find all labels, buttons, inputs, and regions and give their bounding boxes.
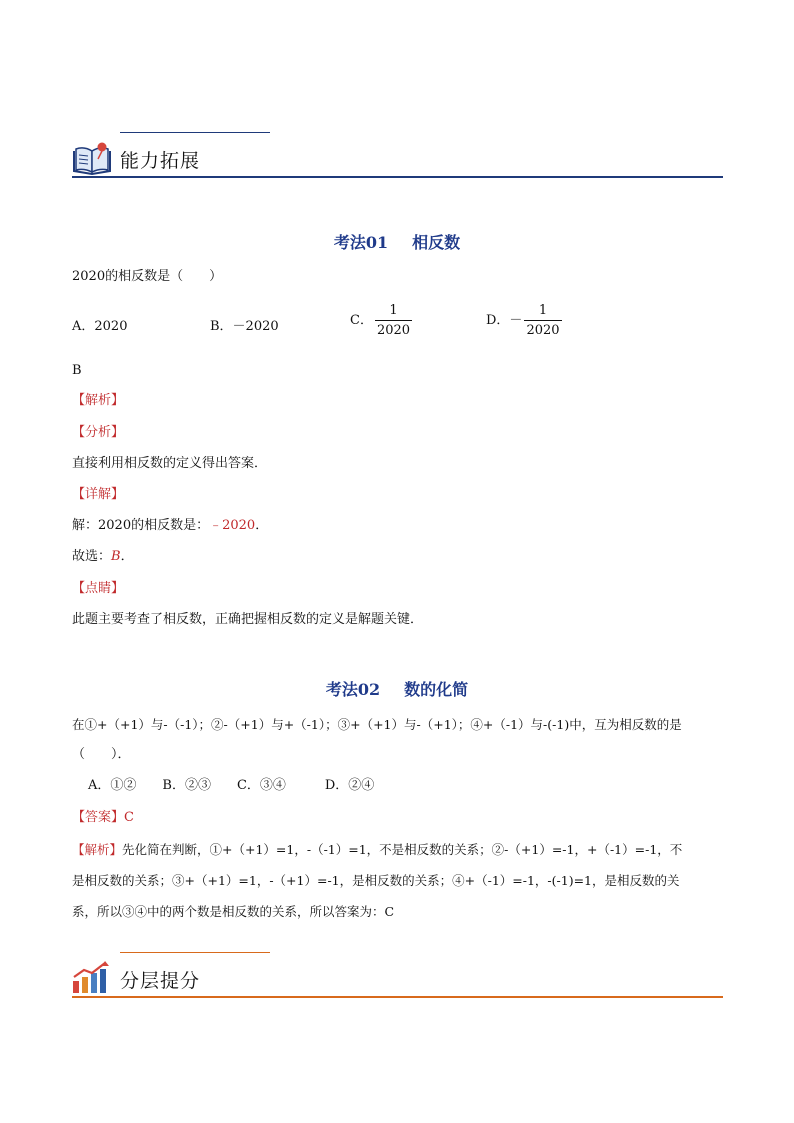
q1-guxuan xyxy=(72,548,134,566)
section-title: 能力拓展 xyxy=(120,150,201,172)
q2-stem-line2: （ ）． xyxy=(72,747,131,762)
kaofa-topic: 数的化简 xyxy=(404,680,469,699)
q1-fenxi-text: 直接利用相反数的定义得出答案． xyxy=(72,456,268,471)
fraction-denominator: 2020 xyxy=(524,320,561,338)
q1-xiangjie-text xyxy=(72,517,268,535)
xiangjie-prefix: 解：2020的相反数是： xyxy=(72,518,210,533)
jiexi-label: 【解析】 xyxy=(72,842,123,857)
xiangjie-value: ﹣2020 xyxy=(209,518,256,533)
q2-jiexi-line1 xyxy=(72,841,682,859)
q2-answer xyxy=(72,809,134,827)
q1-fenxi-label: 【分析】 xyxy=(72,425,125,440)
answer-value: C xyxy=(124,810,134,825)
kaofa-heading-1 xyxy=(0,230,794,253)
kaofa-topic: 相反数 xyxy=(412,233,461,252)
q1-option-b: B．－2020 xyxy=(210,319,279,334)
q2-jiexi-line3: 系，所以③④中的两个数是相反数的关系，所以答案为：C xyxy=(72,904,395,919)
fraction-denominator: 2020 xyxy=(375,320,412,338)
fraction-numerator: 1 xyxy=(538,303,548,318)
header-top-rule xyxy=(120,132,270,133)
section-title: 分层提分 xyxy=(120,970,201,992)
jiexi-text-a: 先化简在判断， xyxy=(122,842,210,857)
kaofa-heading-2 xyxy=(0,677,794,700)
q1-dianjing-text: 此题主要考查了相反数，正确把握相反数的定义是解题关键． xyxy=(72,612,424,627)
guxuan-suffix: ． xyxy=(120,549,134,564)
jiexi-text-b: ①+（+1）=1，-（-1）=1，不是相反数的关系；②-（+1）=-1，+（-1）=-1，不 xyxy=(209,842,683,857)
q1-jiexi-label: 【解析】 xyxy=(72,393,125,408)
bar-chart-up-icon xyxy=(72,961,112,995)
guxuan-value: B xyxy=(111,549,121,564)
fraction-numerator: 1 xyxy=(389,303,398,318)
q1-stem: 2020的相反数是（ ） xyxy=(72,269,223,284)
q1-dianjing-label: 【点睛】 xyxy=(72,581,125,596)
q2-options: A．①② B．②③ C．③④ D．②④ xyxy=(88,778,375,793)
q2-jiexi-line2: 是相反数的关系；③+（+1）=1，-（+1）=-1，是相反数的关系；④+（-1）=-1，-(-1)=1，是相反数的关 xyxy=(72,873,680,888)
section-header-ability xyxy=(72,132,723,178)
q2-stem-line1: 在①+（+1）与-（-1）；②-（+1）与+（-1）；③+（+1）与-（+1）；④+（-1）与-(-1)中，互为相反数的是 xyxy=(72,717,682,732)
section-header-layered xyxy=(72,952,723,998)
option-label: D．－ xyxy=(486,313,523,328)
fraction xyxy=(375,303,412,338)
header-top-rule xyxy=(120,952,270,953)
xiangjie-suffix: ． xyxy=(255,518,269,533)
book-icon xyxy=(72,141,112,175)
guxuan-prefix: 故选： xyxy=(72,549,112,564)
q1-option-a: A．2020 xyxy=(72,319,128,334)
answer-label: 【答案】 xyxy=(72,810,125,825)
fraction xyxy=(524,303,561,338)
header-bottom-rule xyxy=(72,996,723,998)
header-bottom-rule xyxy=(72,176,723,178)
kaofa-label: 考法01 xyxy=(333,233,389,252)
q1-option-d xyxy=(486,303,562,338)
q1-answer: B xyxy=(72,363,82,378)
option-label: C． xyxy=(350,313,373,328)
kaofa-label: 考法02 xyxy=(325,680,381,699)
q1-option-c xyxy=(350,303,412,338)
q1-xiangjie-label: 【详解】 xyxy=(72,487,125,502)
